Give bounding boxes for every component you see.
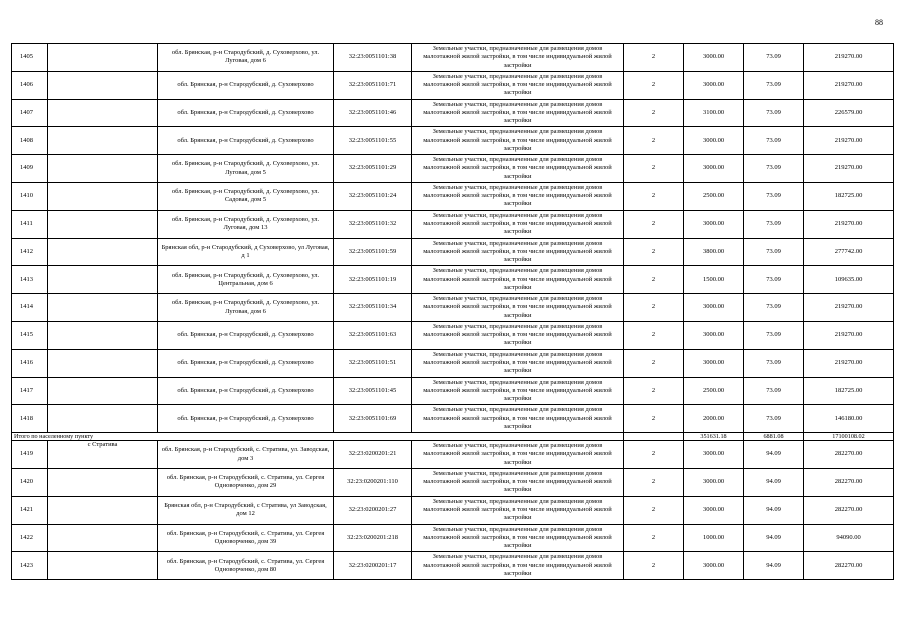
rate: 73.09 — [744, 266, 804, 294]
settlement-name — [48, 405, 158, 433]
row-number: 1417 — [12, 377, 48, 405]
table-row — [12, 524, 894, 552]
land-category: Земельные участки, предназначенные для размещения домов малоэтажной жилой застройки, в том числе индивидуальной жилой застройки — [412, 182, 624, 210]
cadastral-number: 32:23:0051101:38 — [334, 44, 412, 72]
area: 3000.00 — [684, 44, 744, 72]
rate: 94.09 — [744, 441, 804, 469]
table-body-strativa — [12, 441, 894, 580]
settlement-name — [48, 44, 158, 72]
table-row — [12, 349, 894, 377]
table-row — [12, 294, 894, 322]
table-body-suhoverhovo — [12, 44, 894, 433]
settlement-name — [48, 321, 158, 349]
row-number: 1420 — [12, 468, 48, 496]
row-number: 1407 — [12, 99, 48, 127]
row-number: 1411 — [12, 210, 48, 238]
quantity: 2 — [624, 127, 684, 155]
land-category: Земельные участки, предназначенные для размещения домов малоэтажной жилой застройки, в том числе индивидуальной жилой застройки — [412, 266, 624, 294]
rate: 73.09 — [744, 182, 804, 210]
cadastral-number: 32:23:0200201:21 — [334, 441, 412, 469]
cadastral-number: 32:23:0200201:27 — [334, 496, 412, 524]
cadastral-value: 219270.00 — [804, 349, 894, 377]
land-plots-table — [11, 43, 894, 580]
area: 2500.00 — [684, 377, 744, 405]
table-row — [12, 127, 894, 155]
land-category: Земельные участки, предназначенные для размещения домов малоэтажной жилой застройки, в том числе индивидуальной жилой застройки — [412, 468, 624, 496]
cadastral-number: 32:23:0200201:218 — [334, 524, 412, 552]
rate: 94.09 — [744, 524, 804, 552]
settlement-name — [48, 524, 158, 552]
total-label: Итого по населенному пункту — [12, 433, 624, 441]
cadastral-number: 32:23:0051101:29 — [334, 155, 412, 183]
address: обл. Брянская, р-н Стародубский, с. Стратива, ул. Сергея Одноворченко, дом 29 — [158, 468, 334, 496]
row-number: 1408 — [12, 127, 48, 155]
quantity: 2 — [624, 321, 684, 349]
table-row — [12, 210, 894, 238]
cadastral-value: 94090.00 — [804, 524, 894, 552]
address: обл. Брянская, р-н Стародубский, с. Стратива, ул. Сергея Одноворченко, дом 80 — [158, 552, 334, 580]
quantity: 2 — [624, 441, 684, 469]
cadastral-number: 32:23:0200201:110 — [334, 468, 412, 496]
table-row — [12, 321, 894, 349]
rate: 73.09 — [744, 210, 804, 238]
quantity: 2 — [624, 99, 684, 127]
area: 2000.00 — [684, 405, 744, 433]
cadastral-value: 219270.00 — [804, 71, 894, 99]
address: обл. Брянская, р-н Стародубский, д. Суховерхово — [158, 127, 334, 155]
table-row — [12, 44, 894, 72]
address: обл. Брянская, р-н Стародубский, д. Суховерхово, ул. Луговая, дом 5 — [158, 155, 334, 183]
rate: 73.09 — [744, 44, 804, 72]
area: 3100.00 — [684, 99, 744, 127]
total-value: 17100108.02 — [804, 433, 894, 441]
settlement-name: с Стратива — [48, 441, 158, 469]
table-row — [12, 552, 894, 580]
address: обл. Брянская, р-н Стародубский, д. Суховерхово — [158, 321, 334, 349]
row-number: 1409 — [12, 155, 48, 183]
quantity: 2 — [624, 71, 684, 99]
area: 1500.00 — [684, 266, 744, 294]
settlement-name — [48, 182, 158, 210]
land-category: Земельные участки, предназначенные для размещения домов малоэтажной жилой застройки, в том числе индивидуальной жилой застройки — [412, 44, 624, 72]
cadastral-value: 226579.00 — [804, 99, 894, 127]
row-number: 1414 — [12, 294, 48, 322]
cadastral-value: 277742.00 — [804, 238, 894, 266]
settlement-name — [48, 496, 158, 524]
land-category: Земельные участки, предназначенные для размещения домов малоэтажной жилой застройки, в том числе индивидуальной жилой застройки — [412, 552, 624, 580]
cadastral-number: 32:23:0051101:51 — [334, 349, 412, 377]
table-row — [12, 182, 894, 210]
cadastral-number: 32:23:0051101:32 — [334, 210, 412, 238]
rate: 94.09 — [744, 468, 804, 496]
address: обл. Брянская, р-н Стародубский, д. Суховерхово — [158, 71, 334, 99]
settlement-name — [48, 127, 158, 155]
cadastral-number: 32:23:0051101:46 — [334, 99, 412, 127]
row-number: 1421 — [12, 496, 48, 524]
rate: 73.09 — [744, 405, 804, 433]
land-category: Земельные участки, предназначенные для размещения домов малоэтажной жилой застройки, в том числе индивидуальной жилой застройки — [412, 496, 624, 524]
land-category: Земельные участки, предназначенные для размещения домов малоэтажной жилой застройки, в том числе индивидуальной жилой застройки — [412, 99, 624, 127]
row-number: 1418 — [12, 405, 48, 433]
cadastral-value: 282270.00 — [804, 468, 894, 496]
land-category: Земельные участки, предназначенные для размещения домов малоэтажной жилой застройки, в том числе индивидуальной жилой застройки — [412, 405, 624, 433]
rate: 73.09 — [744, 238, 804, 266]
total-area: 351631.18 — [684, 433, 744, 441]
row-number: 1405 — [12, 44, 48, 72]
land-category: Земельные участки, предназначенные для размещения домов малоэтажной жилой застройки, в том числе индивидуальной жилой застройки — [412, 127, 624, 155]
land-category: Земельные участки, предназначенные для размещения домов малоэтажной жилой застройки, в том числе индивидуальной жилой застройки — [412, 349, 624, 377]
land-category: Земельные участки, предназначенные для размещения домов малоэтажной жилой застройки, в том числе индивидуальной жилой застройки — [412, 321, 624, 349]
rate: 94.09 — [744, 552, 804, 580]
cadastral-number: 32:23:0051101:63 — [334, 321, 412, 349]
land-category: Земельные участки, предназначенные для размещения домов малоэтажной жилой застройки, в том числе индивидуальной жилой застройки — [412, 155, 624, 183]
address: обл. Брянская, р-н Стародубский, д. Суховерхово, ул. Луговая, дом 6 — [158, 44, 334, 72]
table-row — [12, 238, 894, 266]
address: обл. Брянская, р-н Стародубский, д. Суховерхово — [158, 349, 334, 377]
cadastral-number: 32:23:0051101:24 — [334, 182, 412, 210]
row-number: 1423 — [12, 552, 48, 580]
rate: 73.09 — [744, 321, 804, 349]
cadastral-number: 32:23:0051101:19 — [334, 266, 412, 294]
row-number: 1419 — [12, 441, 48, 469]
row-number: 1410 — [12, 182, 48, 210]
area: 3000.00 — [684, 294, 744, 322]
cadastral-value: 219270.00 — [804, 210, 894, 238]
address: обл. Брянская, р-н Стародубский, д. Суховерхово — [158, 405, 334, 433]
cadastral-number: 32:23:0051101:69 — [334, 405, 412, 433]
quantity: 2 — [624, 377, 684, 405]
cadastral-value: 219270.00 — [804, 127, 894, 155]
rate: 73.09 — [744, 294, 804, 322]
cadastral-number: 32:23:0051101:45 — [334, 377, 412, 405]
cadastral-value: 109635.00 — [804, 266, 894, 294]
area: 1000.00 — [684, 524, 744, 552]
row-number: 1422 — [12, 524, 48, 552]
area: 3000.00 — [684, 441, 744, 469]
area: 3000.00 — [684, 321, 744, 349]
row-number: 1413 — [12, 266, 48, 294]
rate: 73.09 — [744, 71, 804, 99]
cadastral-number: 32:23:0051101:71 — [334, 71, 412, 99]
cadastral-number: 32:23:0051101:34 — [334, 294, 412, 322]
address: обл. Брянская, р-н Стародубский, с. Стратива, ул. Заводская, дом 3 — [158, 441, 334, 469]
settlement-name — [48, 294, 158, 322]
cadastral-value: 219270.00 — [804, 321, 894, 349]
cadastral-value: 219270.00 — [804, 44, 894, 72]
cadastral-value: 182725.00 — [804, 377, 894, 405]
table-row — [12, 71, 894, 99]
total-rate: 6881.08 — [744, 433, 804, 441]
address: обл. Брянская, р-н Стародубский, д. Суховерхово — [158, 99, 334, 127]
area: 3000.00 — [684, 71, 744, 99]
area: 3000.00 — [684, 552, 744, 580]
settlement-name — [48, 468, 158, 496]
settlement-name — [48, 99, 158, 127]
table-row — [12, 468, 894, 496]
rate: 73.09 — [744, 155, 804, 183]
address: обл. Брянская, р-н Стародубский, д. Суховерхово, ул. Луговая, дом 13 — [158, 210, 334, 238]
settlement-name — [48, 349, 158, 377]
table-row — [12, 266, 894, 294]
table-row — [12, 377, 894, 405]
quantity: 2 — [624, 266, 684, 294]
area: 3000.00 — [684, 210, 744, 238]
area: 3000.00 — [684, 468, 744, 496]
quantity: 2 — [624, 468, 684, 496]
address: Брянская обл, р-н Стародубский, с Стратива, ул Заводская, дом 12 — [158, 496, 334, 524]
row-number: 1416 — [12, 349, 48, 377]
address: Брянская обл, р-н Стародубский, д Суховерхово, ул Луговая, д 1 — [158, 238, 334, 266]
land-category: Земельные участки, предназначенные для размещения домов малоэтажной жилой застройки, в том числе индивидуальной жилой застройки — [412, 71, 624, 99]
address: обл. Брянская, р-н Стародубский, д. Суховерхово, ул. Луговая, дом 6 — [158, 294, 334, 322]
row-number: 1412 — [12, 238, 48, 266]
rate: 73.09 — [744, 99, 804, 127]
address: обл. Брянская, р-н Стародубский, д. Суховерхово, ул. Садовая, дом 5 — [158, 182, 334, 210]
cadastral-number: 32:23:0200201:17 — [334, 552, 412, 580]
settlement-name — [48, 71, 158, 99]
settlement-name — [48, 377, 158, 405]
address: обл. Брянская, р-н Стародубский, д. Суховерхово — [158, 377, 334, 405]
settlement-name — [48, 238, 158, 266]
area: 3800.00 — [684, 238, 744, 266]
quantity: 2 — [624, 552, 684, 580]
quantity: 2 — [624, 182, 684, 210]
rate: 94.09 — [744, 496, 804, 524]
quantity: 2 — [624, 524, 684, 552]
land-category: Земельные участки, предназначенные для размещения домов малоэтажной жилой застройки, в том числе индивидуальной жилой застройки — [412, 377, 624, 405]
land-category: Земельные участки, предназначенные для размещения домов малоэтажной жилой застройки, в том числе индивидуальной жилой застройки — [412, 238, 624, 266]
rate: 73.09 — [744, 127, 804, 155]
table-row — [12, 99, 894, 127]
table-row — [12, 405, 894, 433]
row-number: 1415 — [12, 321, 48, 349]
cadastral-value: 282270.00 — [804, 552, 894, 580]
rate: 73.09 — [744, 377, 804, 405]
settlement-name — [48, 210, 158, 238]
quantity: 2 — [624, 44, 684, 72]
total-qty — [624, 433, 684, 441]
cadastral-value: 146180.00 — [804, 405, 894, 433]
quantity: 2 — [624, 210, 684, 238]
table-row — [12, 155, 894, 183]
quantity: 2 — [624, 294, 684, 322]
address: обл. Брянская, р-н Стародубский, д. Суховерхово, ул. Центральная, дом 6 — [158, 266, 334, 294]
cadastral-number: 32:23:0051101:55 — [334, 127, 412, 155]
quantity: 2 — [624, 349, 684, 377]
table-row — [12, 441, 894, 469]
row-number: 1406 — [12, 71, 48, 99]
page-number: 88 — [875, 18, 883, 27]
settlement-name — [48, 155, 158, 183]
total-row — [12, 433, 894, 441]
land-category: Земельные участки, предназначенные для размещения домов малоэтажной жилой застройки, в том числе индивидуальной жилой застройки — [412, 441, 624, 469]
area: 2500.00 — [684, 182, 744, 210]
area: 3000.00 — [684, 349, 744, 377]
quantity: 2 — [624, 155, 684, 183]
land-category: Земельные участки, предназначенные для размещения домов малоэтажной жилой застройки, в том числе индивидуальной жилой застройки — [412, 294, 624, 322]
quantity: 2 — [624, 238, 684, 266]
quantity: 2 — [624, 496, 684, 524]
settlement-name — [48, 552, 158, 580]
cadastral-number: 32:23:0051101:59 — [334, 238, 412, 266]
cadastral-value: 282270.00 — [804, 496, 894, 524]
land-category: Земельные участки, предназначенные для размещения домов малоэтажной жилой застройки, в том числе индивидуальной жилой застройки — [412, 210, 624, 238]
table-row — [12, 496, 894, 524]
quantity: 2 — [624, 405, 684, 433]
rate: 73.09 — [744, 349, 804, 377]
area: 3000.00 — [684, 155, 744, 183]
cadastral-value: 219270.00 — [804, 294, 894, 322]
cadastral-value: 282270.00 — [804, 441, 894, 469]
settlement-name — [48, 266, 158, 294]
address: обл. Брянская, р-н Стародубский, с. Стратива, ул. Сергея Одноворченко, дом 39 — [158, 524, 334, 552]
cadastral-value: 219270.00 — [804, 155, 894, 183]
area: 3000.00 — [684, 127, 744, 155]
table-total-section — [12, 433, 894, 441]
land-category: Земельные участки, предназначенные для размещения домов малоэтажной жилой застройки, в том числе индивидуальной жилой застройки — [412, 524, 624, 552]
area: 3000.00 — [684, 496, 744, 524]
cadastral-value: 182725.00 — [804, 182, 894, 210]
